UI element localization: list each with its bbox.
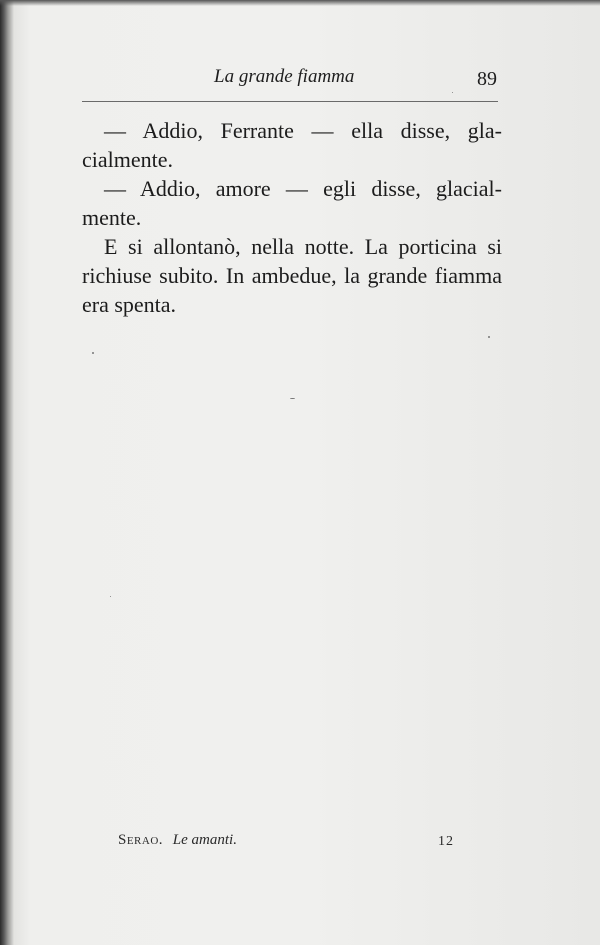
footer-book-title: Le amanti. xyxy=(172,832,237,848)
page-top-edge xyxy=(0,0,600,6)
page-header xyxy=(82,66,502,96)
paper-speck xyxy=(110,596,111,597)
paragraph-3: E si allontanò, nella notte. La porticina si richiuse subito. In ambedue, la grande fiamma era spenta. xyxy=(82,234,502,317)
footer-author: Serao. xyxy=(118,832,164,848)
paper-speck xyxy=(92,352,94,354)
page-number: 89 xyxy=(477,68,497,90)
paper-speck xyxy=(488,336,490,338)
running-title: La grande fiamma xyxy=(214,66,355,87)
paragraph-1: — Addio, Ferrante — ella disse, gla-cialmente. xyxy=(82,118,502,172)
header-rule xyxy=(82,101,498,102)
paper-speck xyxy=(452,92,453,93)
footer-signature-mark: 12 xyxy=(438,834,454,849)
page-footer xyxy=(118,832,478,856)
body-text xyxy=(82,116,502,319)
paper-speck xyxy=(290,398,295,399)
page-binding-shadow xyxy=(0,0,14,945)
paragraph-2: — Addio, amore — egli disse, glacial-mente. xyxy=(82,176,502,230)
